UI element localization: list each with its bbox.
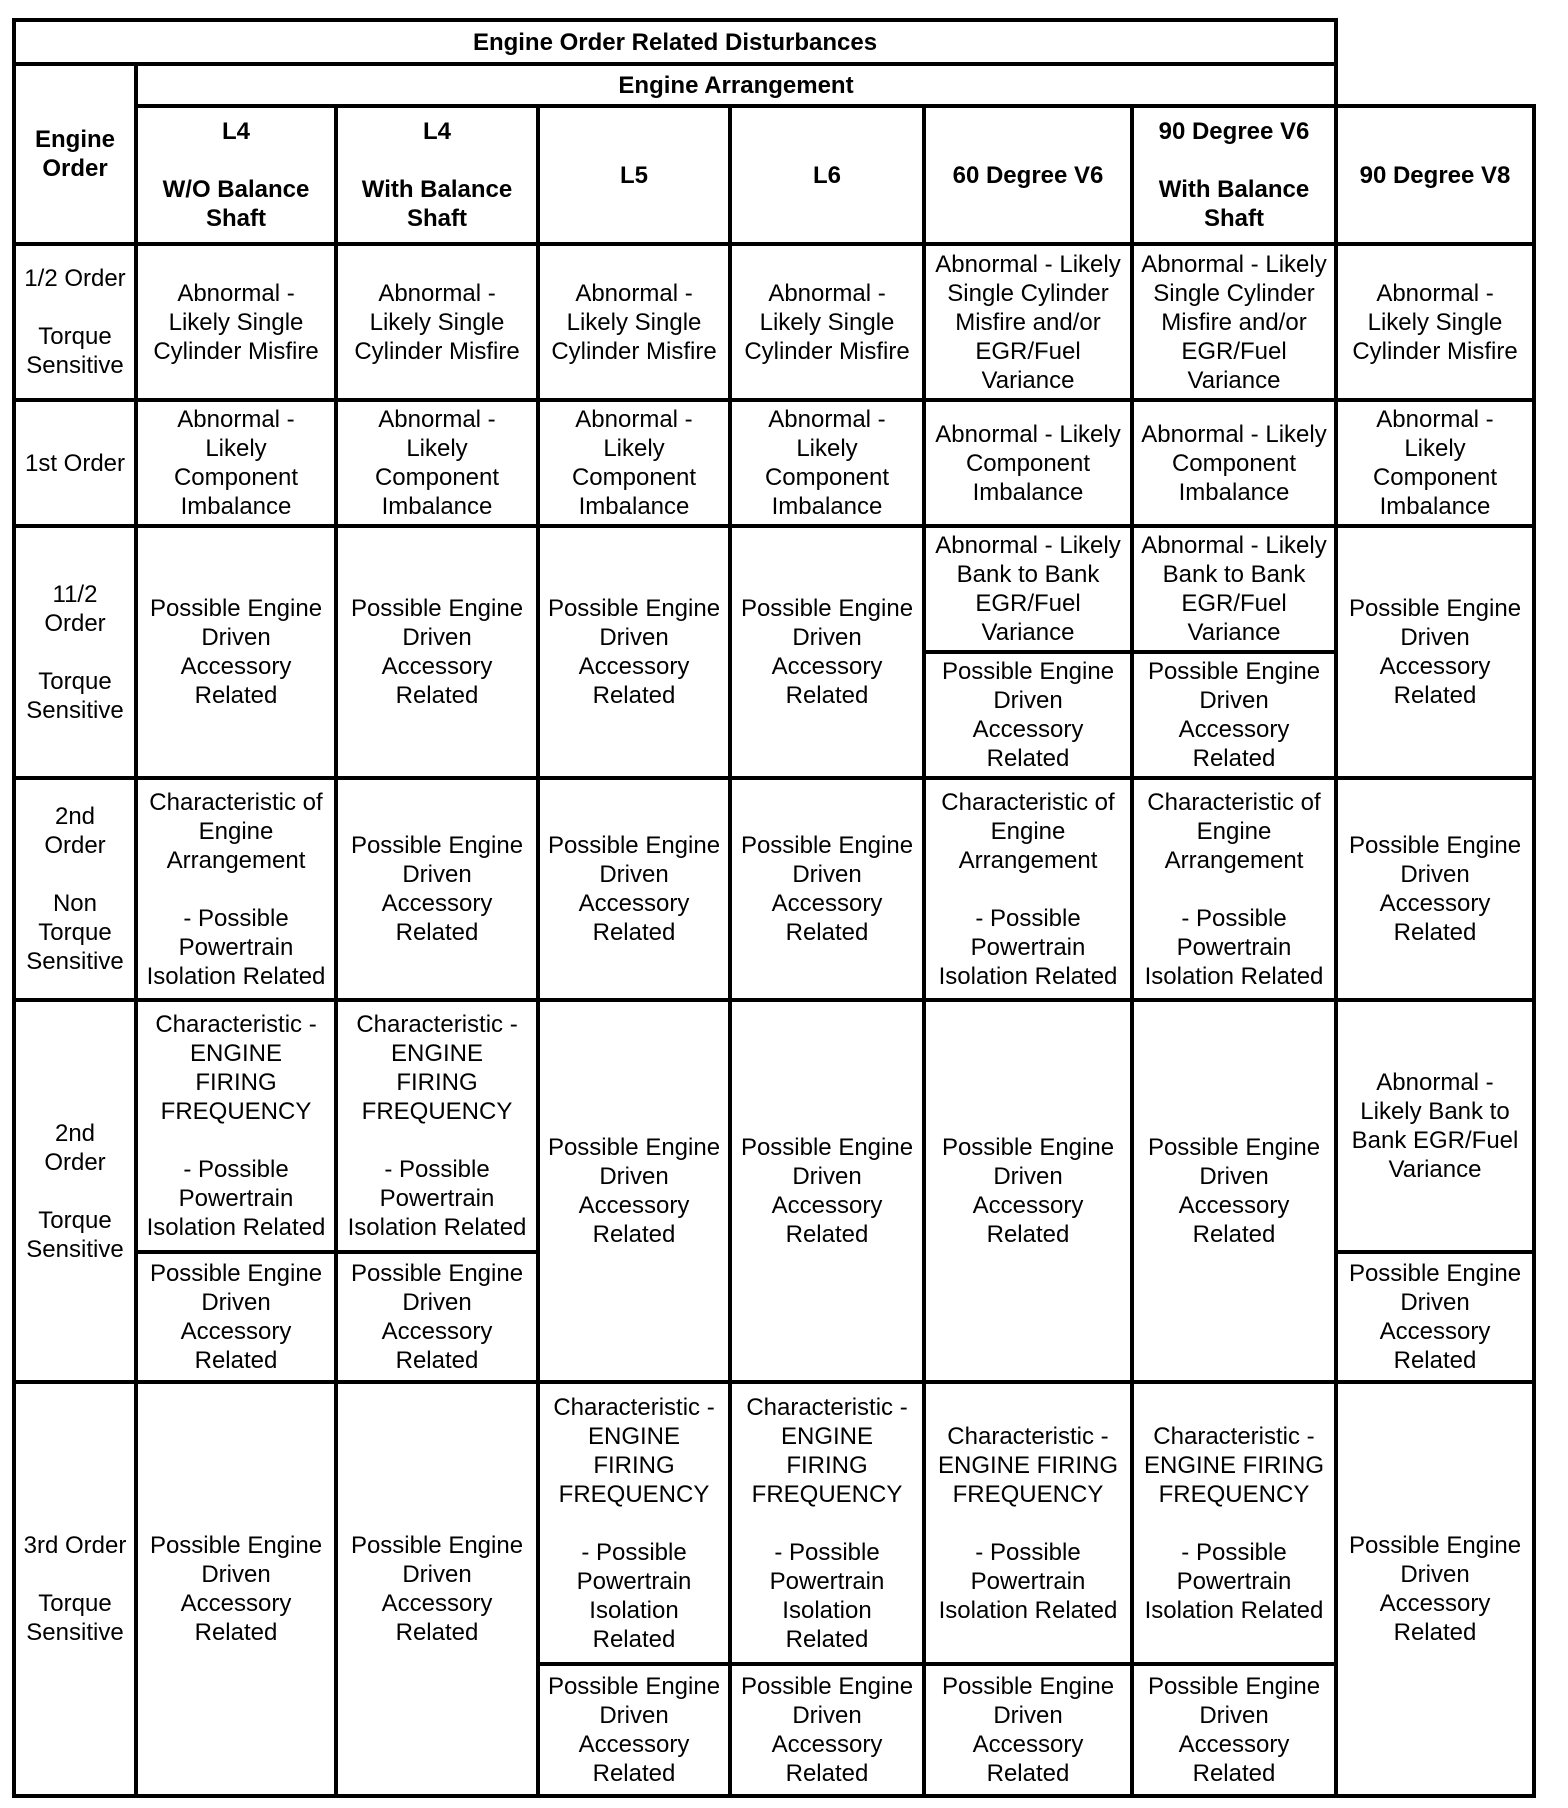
table-cell: Possible Engine Driven Accessory Related bbox=[134, 524, 338, 780]
table-cell: Possible Engine Driven Accessory Related bbox=[1334, 524, 1536, 780]
table-cell: Possible Engine Driven Accessory Related bbox=[728, 1662, 926, 1798]
table-cell: Characteristic - ENGINE FIRING FREQUENCY - Possible Powertrain Isolation Related bbox=[334, 998, 540, 1254]
order-label-second-torque: 2nd Order Torque Sensitive bbox=[12, 998, 138, 1384]
table-cell: Possible Engine Driven Accessory Related bbox=[536, 998, 732, 1384]
table-cell: Abnormal - Likely Component Imbalance bbox=[536, 398, 732, 528]
table-cell: Possible Engine Driven Accessory Related bbox=[1130, 650, 1338, 780]
order-label-third: 3rd Order Torque Sensitive bbox=[12, 1380, 138, 1798]
table-title: Engine Order Related Disturbances bbox=[12, 18, 1338, 66]
table-cell: Abnormal - Likely Single Cylinder Misfire and/or EGR/Fuel Variance bbox=[1130, 242, 1338, 402]
table-cell: Abnormal - Likely Bank to Bank EGR/Fuel Variance bbox=[922, 524, 1134, 654]
table-cell: Characteristic of Engine Arrangement - Possible Powertrain Isolation Related bbox=[922, 776, 1134, 1002]
table-cell: Characteristic - ENGINE FIRING FREQUENCY - Possible Powertrain Isolation Related bbox=[1130, 1380, 1338, 1666]
table-cell: Abnormal - Likely Single Cylinder Misfire bbox=[1334, 242, 1536, 402]
table-cell: Abnormal - Likely Single Cylinder Misfire bbox=[334, 242, 540, 402]
table-cell: Abnormal - Likely Bank to Bank EGR/Fuel Variance bbox=[1334, 998, 1536, 1254]
table-cell: Characteristic - ENGINE FIRING FREQUENCY - Possible Powertrain Isolation Related bbox=[922, 1380, 1134, 1666]
column-header-60-degree-v6: 60 Degree V6 bbox=[922, 104, 1134, 246]
table-cell: Abnormal - Likely Single Cylinder Misfire and/or EGR/Fuel Variance bbox=[922, 242, 1134, 402]
column-header-l4-wo-balance: L4 W/O Balance Shaft bbox=[134, 104, 338, 246]
table-cell: Possible Engine Driven Accessory Related bbox=[334, 1250, 540, 1384]
table-cell: Abnormal - Likely Single Cylinder Misfire bbox=[728, 242, 926, 402]
column-header-l6: L6 bbox=[728, 104, 926, 246]
table-cell: Abnormal - Likely Component Imbalance bbox=[334, 398, 540, 528]
table-cell: Abnormal - Likely Component Imbalance bbox=[1130, 398, 1338, 528]
order-label-one-and-half: 11/2 Order Torque Sensitive bbox=[12, 524, 138, 780]
table-cell: Characteristic - ENGINE FIRING FREQUENCY - Possible Powertrain Isolation Related bbox=[728, 1380, 926, 1666]
table-cell: Characteristic - ENGINE FIRING FREQUENCY - Possible Powertrain Isolation Related bbox=[536, 1380, 732, 1666]
table-cell: Abnormal - Likely Component Imbalance bbox=[1334, 398, 1536, 528]
table-cell: Possible Engine Driven Accessory Related bbox=[922, 1662, 1134, 1798]
column-header-l4-with-balance: L4 With Balance Shaft bbox=[334, 104, 540, 246]
table-cell: Possible Engine Driven Accessory Related bbox=[1334, 1250, 1536, 1384]
order-label-half: 1/2 Order Torque Sensitive bbox=[12, 242, 138, 402]
engine-arrangement-header: Engine Arrangement bbox=[134, 62, 1338, 108]
engine-order-header: Engine Order bbox=[12, 62, 138, 246]
column-header-90-degree-v8: 90 Degree V8 bbox=[1334, 104, 1536, 246]
table-cell: Possible Engine Driven Accessory Related bbox=[134, 1250, 338, 1384]
table-cell: Possible Engine Driven Accessory Related bbox=[334, 1380, 540, 1798]
table-cell: Possible Engine Driven Accessory Related bbox=[334, 524, 540, 780]
order-label-first: 1st Order bbox=[12, 398, 138, 528]
table-cell: Possible Engine Driven Accessory Related bbox=[536, 1662, 732, 1798]
table-cell: Abnormal - Likely Single Cylinder Misfire bbox=[536, 242, 732, 402]
table-cell: Abnormal - Likely Single Cylinder Misfire bbox=[134, 242, 338, 402]
table-cell: Possible Engine Driven Accessory Related bbox=[536, 524, 732, 780]
table-cell: Characteristic of Engine Arrangement - Possible Powertrain Isolation Related bbox=[1130, 776, 1338, 1002]
table-cell: Possible Engine Driven Accessory Related bbox=[922, 998, 1134, 1384]
table-cell: Possible Engine Driven Accessory Related bbox=[728, 524, 926, 780]
table-cell: Possible Engine Driven Accessory Related bbox=[728, 998, 926, 1384]
table-cell: Possible Engine Driven Accessory Related bbox=[922, 650, 1134, 780]
table-cell: Possible Engine Driven Accessory Related bbox=[1334, 776, 1536, 1002]
table-cell: Possible Engine Driven Accessory Related bbox=[134, 1380, 338, 1798]
table-cell: Possible Engine Driven Accessory Related bbox=[1130, 998, 1338, 1384]
column-header-90-degree-v6: 90 Degree V6 With Balance Shaft bbox=[1130, 104, 1338, 246]
table-cell: Characteristic of Engine Arrangement - Possible Powertrain Isolation Related bbox=[134, 776, 338, 1002]
table-cell: Abnormal - Likely Component Imbalance bbox=[134, 398, 338, 528]
column-header-l5: L5 bbox=[536, 104, 732, 246]
table-cell: Abnormal - Likely Component Imbalance bbox=[728, 398, 926, 528]
table-cell: Characteristic - ENGINE FIRING FREQUENCY - Possible Powertrain Isolation Related bbox=[134, 998, 338, 1254]
table-cell: Possible Engine Driven Accessory Related bbox=[1130, 1662, 1338, 1798]
table-cell: Possible Engine Driven Accessory Related bbox=[536, 776, 732, 1002]
table-cell: Possible Engine Driven Accessory Related bbox=[728, 776, 926, 1002]
table-cell: Possible Engine Driven Accessory Related bbox=[1334, 1380, 1536, 1798]
table-cell: Abnormal - Likely Bank to Bank EGR/Fuel Variance bbox=[1130, 524, 1338, 654]
table-cell: Abnormal - Likely Component Imbalance bbox=[922, 398, 1134, 528]
table-cell: Possible Engine Driven Accessory Related bbox=[334, 776, 540, 1002]
order-label-second-non-torque: 2nd Order Non Torque Sensitive bbox=[12, 776, 138, 1002]
